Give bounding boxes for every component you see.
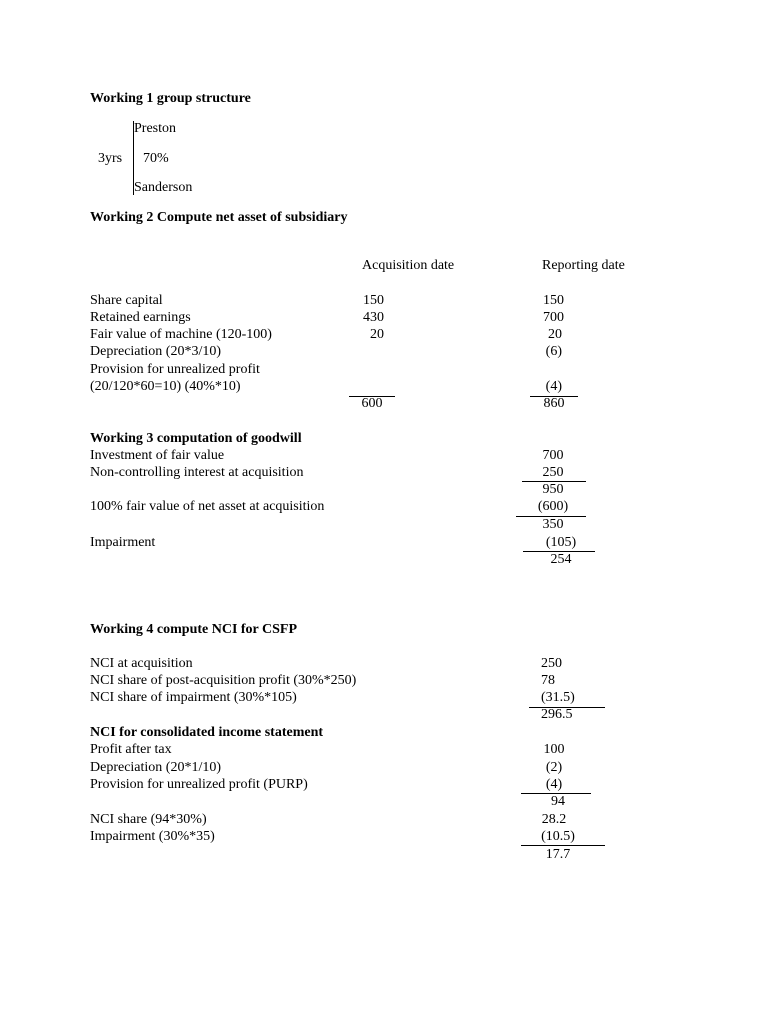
- w2-row-rep: 20: [548, 327, 562, 342]
- nci-impairment-value: (31.5): [541, 690, 575, 705]
- w2-row-label: Depreciation (20*3/10): [90, 344, 222, 359]
- w2-row-rep: (4): [545, 379, 562, 394]
- nci-label: Non-controlling interest at acquisition: [90, 465, 304, 480]
- w2-row-acq: 20: [370, 327, 384, 342]
- nci-post-label: NCI share of post-acquisition profit (30%*250): [90, 673, 357, 688]
- w2-row-label: Provision for unrealized profit: [90, 362, 260, 377]
- net-assets-label: 100% fair value of net asset at acquisition: [90, 499, 325, 514]
- nci-acq-value: 250: [541, 656, 562, 671]
- nci-share-value: 28.2: [541, 812, 567, 827]
- nci-share-label: NCI share (94*30%): [90, 812, 207, 827]
- nci-is-impairment-value: (10.5): [541, 829, 575, 844]
- goodwill-value: 350: [542, 517, 564, 532]
- impairment-label: Impairment: [90, 535, 156, 550]
- net-assets-value: (600): [537, 499, 569, 514]
- nci-is-impairment-label: Impairment (30%*35): [90, 829, 215, 844]
- parent-company: Preston: [134, 121, 176, 136]
- goodwill-result: 254: [550, 552, 572, 567]
- subsidiary-company: Sanderson: [134, 180, 193, 195]
- w2-row-rep: 700: [543, 310, 564, 325]
- working3-heading: Working 3 computation of goodwill: [90, 431, 302, 446]
- purp-label: Provision for unrealized profit (PURP): [90, 777, 308, 792]
- investment-value: 700: [542, 448, 564, 463]
- working2-heading: Working 2 Compute net asset of subsidiary: [90, 210, 348, 225]
- working1-heading: Working 1 group structure: [90, 91, 251, 106]
- working4-heading: Working 4 compute NCI for CSFP: [90, 622, 298, 637]
- w2-row-acq: 150: [363, 293, 384, 308]
- col-reporting-date: Reporting date: [542, 258, 625, 273]
- nci-value: 250: [542, 465, 564, 480]
- w2-row-label: Share capital: [90, 293, 163, 308]
- col-acquisition-date: Acquisition date: [362, 258, 455, 273]
- nci-acq-label: NCI at acquisition: [90, 656, 193, 671]
- w2-total-rep: 860: [543, 396, 565, 411]
- goodwill-subtotal: 950: [542, 482, 564, 497]
- impairment-value: (105): [545, 535, 577, 550]
- w2-row-rep: 150: [543, 293, 564, 308]
- w2-row-label: Retained earnings: [90, 310, 191, 325]
- nci-total: 296.5: [541, 707, 573, 722]
- investment-label: Investment of fair value: [90, 448, 225, 463]
- w2-row-label: (20/120*60=10) (40%*10): [90, 379, 241, 394]
- holding-percentage: 70%: [143, 151, 169, 166]
- adjusted-profit: 94: [551, 794, 565, 809]
- nci-impairment-label: NCI share of impairment (30%*105): [90, 690, 297, 705]
- w2-row-rep: (6): [545, 344, 562, 359]
- purp-value: (4): [545, 777, 563, 792]
- nci-is-heading: NCI for consolidated income statement: [90, 725, 324, 740]
- w2-total-acq: 600: [361, 396, 383, 411]
- w2-row-label: Fair value of machine (120-100): [90, 327, 272, 342]
- dep-value: (2): [545, 760, 563, 775]
- w2-row-acq: 430: [363, 310, 384, 325]
- pat-value: 100: [543, 742, 565, 757]
- nci-post-value: 78: [541, 673, 555, 688]
- nci-is-total: 17.7: [545, 847, 571, 862]
- dep-label: Depreciation (20*1/10): [90, 760, 222, 775]
- pat-label: Profit after tax: [90, 742, 172, 757]
- holding-period: 3yrs: [98, 151, 123, 166]
